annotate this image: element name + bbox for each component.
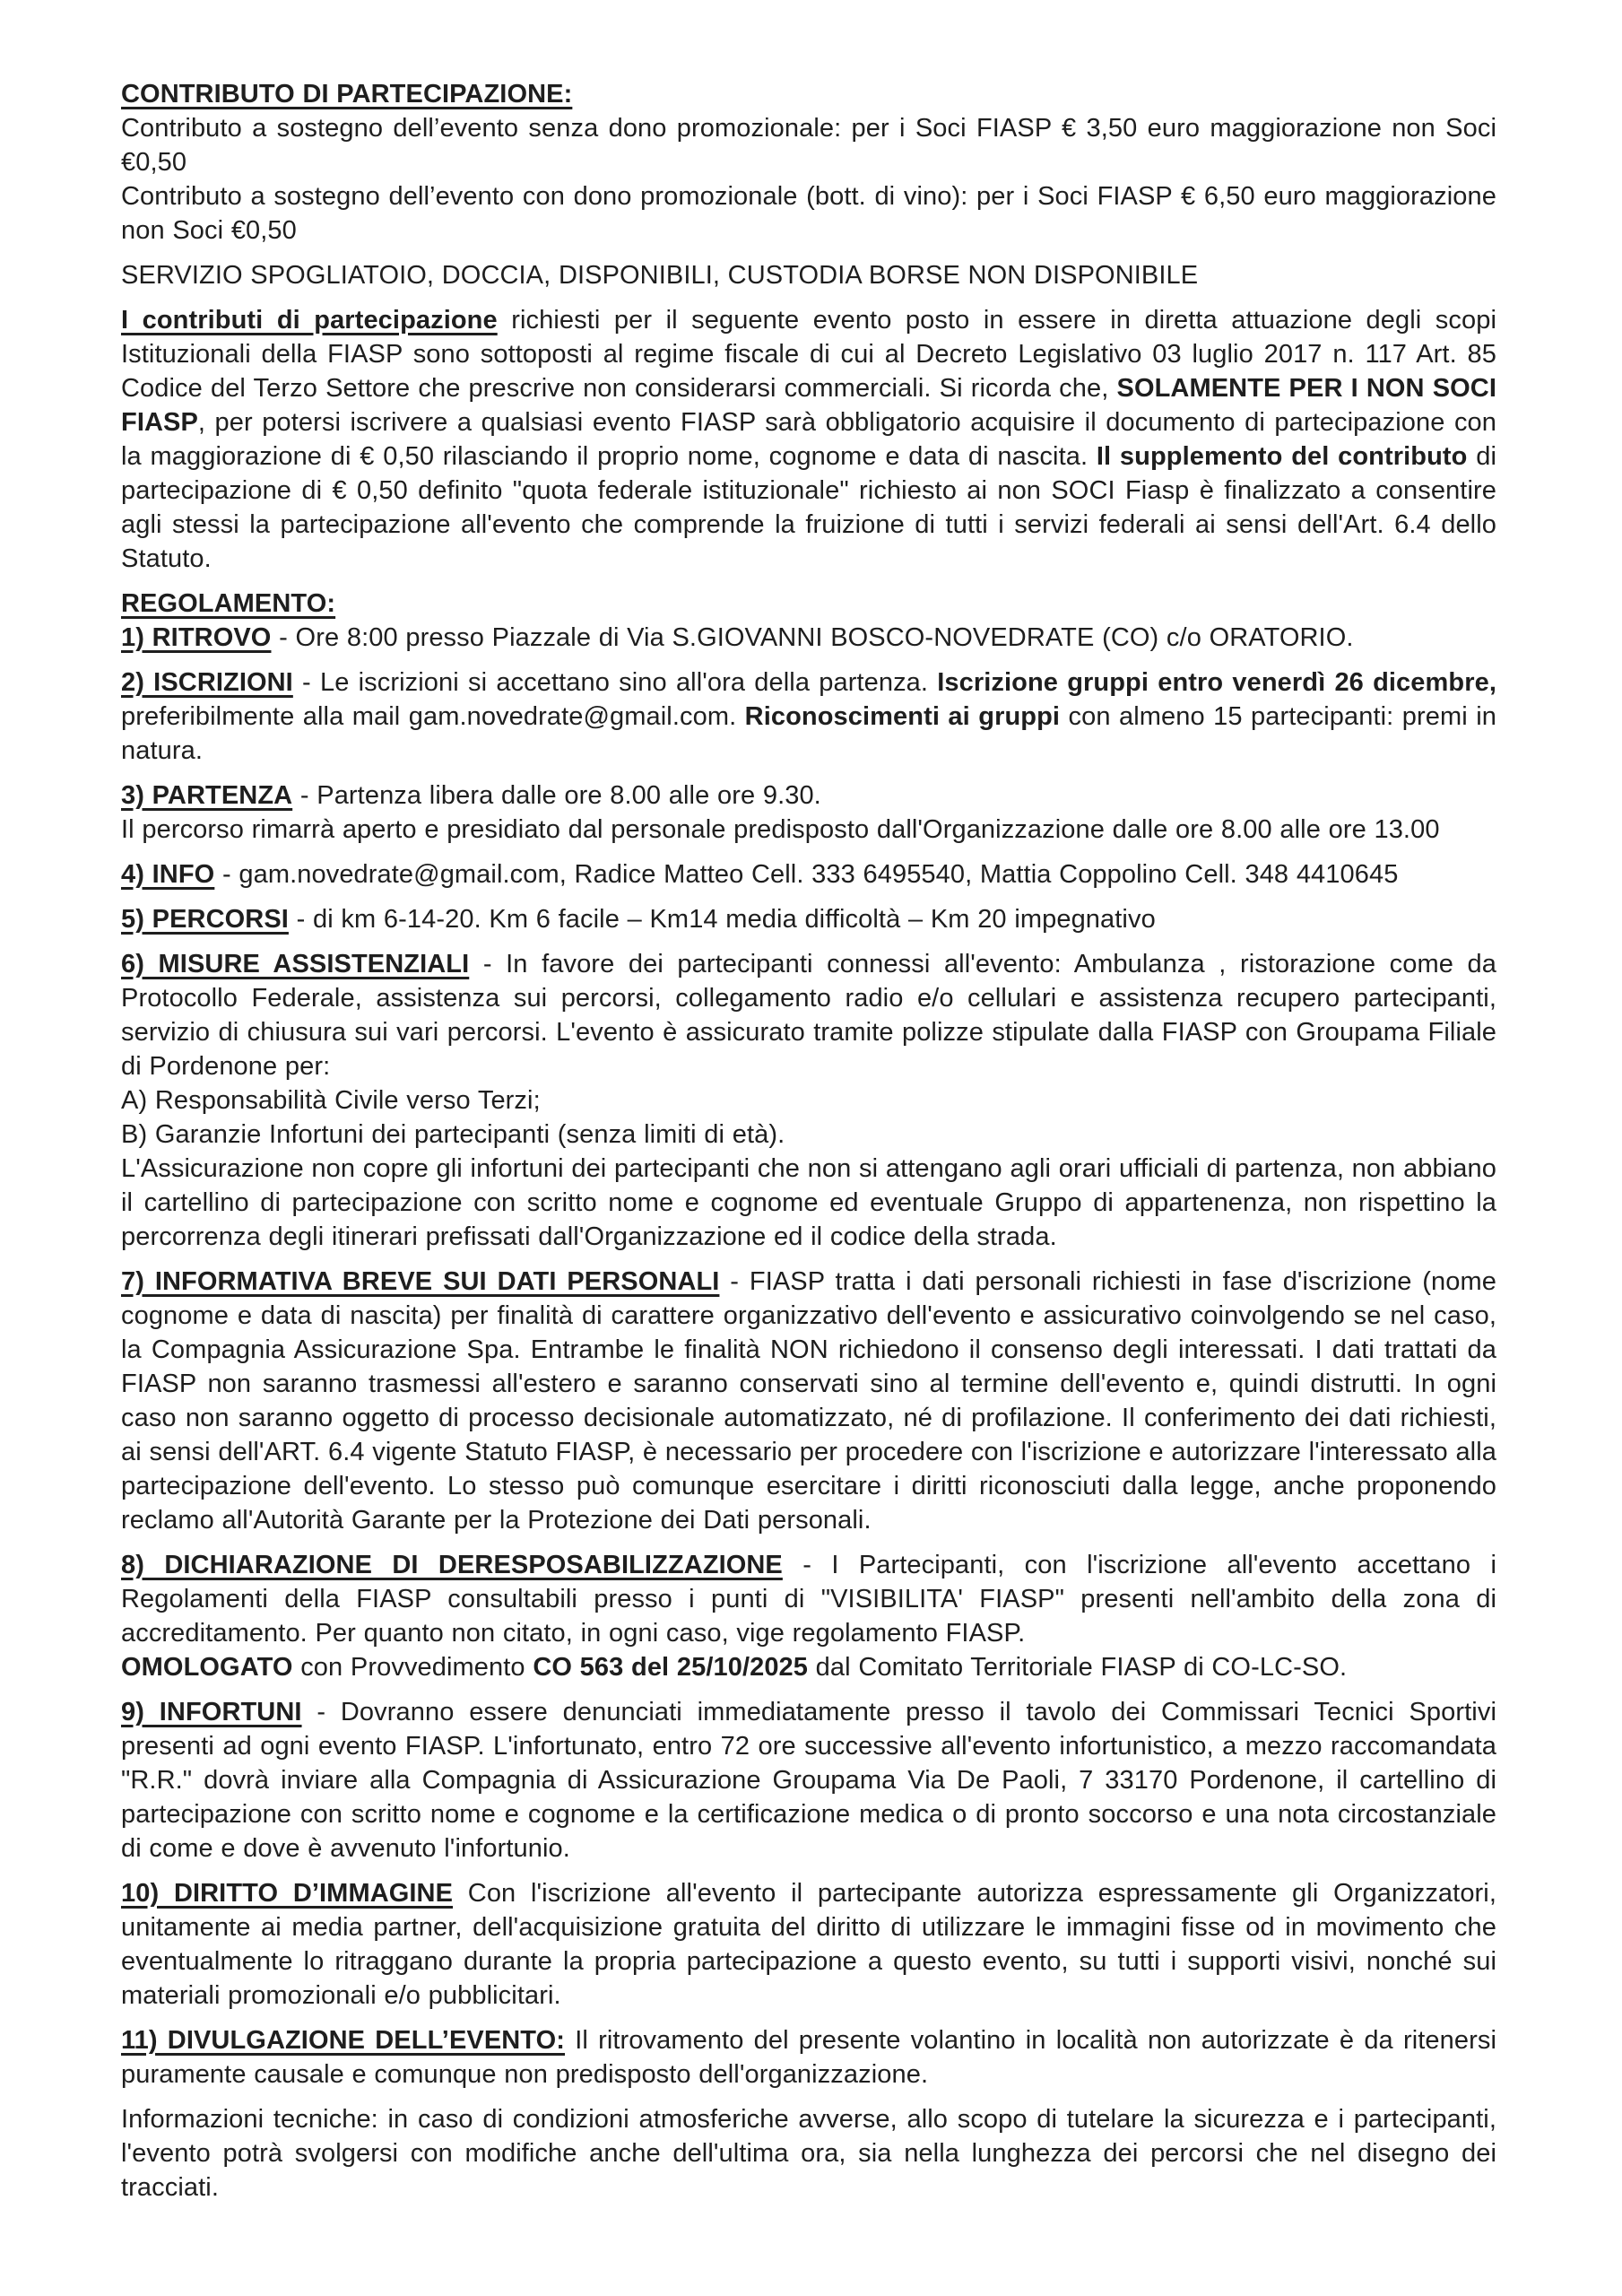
partenza-item-run: 3) PARTENZA xyxy=(121,781,293,810)
diritto-immagine-item xyxy=(121,1876,1496,2013)
regolamento-heading-run: REGOLAMENTO: xyxy=(121,589,336,618)
infortuni-item xyxy=(121,1695,1496,1866)
partenza-item-run: - Partenza libera dalle ore 8.00 alle ore 9.30. xyxy=(292,781,821,810)
dichiarazione-deresposabilizzazione-item-run: OMOLOGATO xyxy=(121,1653,293,1682)
contributo-body xyxy=(121,111,1496,248)
contributi-regime-fiscale-run: di partecipazione di € 0,50 definito "quota federale istituzionale" richiesto ai non SOCI Fiasp è finalizzato a consentire agli stessi la partecipazione all'evento che comprende la fruizione di tutti i servizi federali ai sensi dell'Art. 6.4 dello Statuto. xyxy=(121,442,1496,573)
contributo-body-run: Contributo a sostegno dell’evento con dono promozionale (bott. di vino): per i Soci FIASP € 6,50 euro maggiorazione non Soci €0,50 xyxy=(121,182,1496,245)
misure-assistenziali-item-run: 6) MISURE ASSISTENZIALI xyxy=(121,950,470,978)
contributi-regime-fiscale-run: SOLAMENTE PER I NON SOCI FIASP xyxy=(121,374,1496,437)
contributi-regime-fiscale-run: richiesti per il seguente evento posto in essere in diretta attuazione degli scopi Istituzionali della FIASP sono sottoposti al regime fiscale di cui al Decreto Legislativo 03 luglio 2017 n. 117 Art. 85 Codice del Terzo Settore che prescrive non considerarsi commerciali. Si ricorda che, xyxy=(121,306,1496,403)
info-item-run: 4) INFO xyxy=(121,860,215,889)
dichiarazione-deresposabilizzazione-item-run: - I Partecipanti, con l'iscrizione all'evento accettano i Regolamenti della FIASP consultabili presso i punti di "VISIBILITA' FIASP" presenti nell'ambito della zona di accreditamento. Per quanto non citato, in ogni caso, vige regolamento FIASP. xyxy=(121,1551,1496,1648)
infortuni-item-run: 9) INFORTUNI xyxy=(121,1698,302,1726)
misure-assistenziali-item-run: L'Assicurazione non copre gli infortuni dei partecipanti che non si attengano agli orari ufficiali di partenza, non abbiano il cartellino di partecipazione con scritto nome e cognome ed eventuale Gruppo di appartenenza, non rispettino la percorrenza degli itinerari prefissati dall'Organizzazione ed il codice della strada. xyxy=(121,1154,1496,1251)
diritto-immagine-item-run: 10) DIRITTO D’IMMAGINE xyxy=(121,1879,454,1908)
info-item xyxy=(121,857,1496,891)
divulgazione-evento-item-run: Il ritrovamento del presente volantino in località non autorizzate è da ritenersi puramente causale e comunque non predisposto dell'organizzazione. xyxy=(121,2026,1497,2089)
contributi-regime-fiscale-run: I contributi di partecipazione xyxy=(121,306,498,335)
informazioni-tecniche-run: Informazioni tecniche: in caso di condizioni atmosferiche avverse, allo scopo di tutelare la sicurezza e i partecipanti, l'evento potrà svolgersi con modifiche anche dell'ultima ora, sia nella lunghezza dei percorsi che nel disegno dei tracciati. xyxy=(121,2105,1496,2202)
contributi-regime-fiscale xyxy=(121,303,1496,576)
dichiarazione-deresposabilizzazione-item-run: con Provvedimento xyxy=(292,1653,533,1682)
servizio-line-run: SERVIZIO SPOGLIATOIO, DOCCIA, DISPONIBILI, CUSTODIA BORSE NON DISPONIBILE xyxy=(121,261,1199,290)
iscrizioni-item-run: Riconoscimenti ai gruppi xyxy=(744,702,1061,731)
dichiarazione-deresposabilizzazione-item-run: CO 563 del 25/10/2025 xyxy=(533,1653,809,1682)
informativa-dati-personali-item-run: - FIASP tratta i dati personali richiesti in fase d'iscrizione (nome cognome e data di nascita) per finalità di carattere organizzativo dell'evento e assicurativo coinvolgendo se nel caso, la Compagnia Assicurazione Spa. Entrambe le finalità NON richiedono il consenso degli interessati. I dati trattati da FIASP non saranno trasmessi all'estero e saranno conservati sino al termine dell'evento e, quindi distrutti. In ogni caso non saranno oggetto di processo decisionale automatizzato, né di profilazione. Il conferimento dei dati richiesti, ai sensi dell'ART. 6.4 vigente Statuto FIASP, è necessario per procedere con l'iscrizione e autorizzare l'interessato alla partecipazione dell'evento. Lo stesso può comunque esercitare i diritti riconosciuti dalla legge, anche proponendo reclamo all'Autorità Garante per la Protezione dei Dati personali. xyxy=(121,1267,1496,1535)
misure-assistenziali-item-run: - In favore dei partecipanti connessi all'evento: Ambulanza , ristorazione come da Protocollo Federale, assistenza sui percorsi, collegamento radio e/o cellulari e assistenza recupero partecipanti, servizio di chiusura sui vari percorsi. L'evento è assicurato tramite polizze stipulate dalla FIASP con Groupama Filiale di Pordenone per: xyxy=(121,950,1496,1081)
percorsi-item xyxy=(121,902,1496,936)
ritrovo-item-run: - Ore 8:00 presso Piazzale di Via S.GIOVANNI BOSCO-NOVEDRATE (CO) c/o ORATORIO. xyxy=(271,623,1354,652)
regolamento-heading xyxy=(121,587,1496,621)
servizio-line xyxy=(121,258,1496,292)
contributo-heading-run: CONTRIBUTO DI PARTECIPAZIONE: xyxy=(121,80,573,109)
iscrizioni-item xyxy=(121,665,1496,768)
contributo-body-run: Contributo a sostegno dell’evento senza dono promozionale: per i Soci FIASP € 3,50 euro maggiorazione non Soci €0,50 xyxy=(121,114,1496,177)
document-content xyxy=(121,77,1496,2215)
iscrizioni-item-run: preferibilmente alla mail gam.novedrate@gmail.com. xyxy=(121,702,745,731)
informativa-dati-personali-item xyxy=(121,1265,1496,1537)
contributi-regime-fiscale-run: , per potersi iscrivere a qualsiasi evento FIASP sarà obbligatorio acquisire il documento di partecipazione con la maggiorazione di € 0,50 rilasciando il proprio nome, cognome e data di nascita. xyxy=(121,408,1496,471)
informazioni-tecniche xyxy=(121,2102,1496,2205)
percorsi-item-run: - di km 6-14-20. Km 6 facile – Km14 media difficoltà – Km 20 impegnativo xyxy=(288,905,1156,934)
dichiarazione-deresposabilizzazione-item-run: 8) DICHIARAZIONE DI DERESPOSABILIZZAZIONE xyxy=(121,1551,783,1579)
iscrizioni-item-run: Iscrizione gruppi entro venerdì 26 dicembre, xyxy=(937,668,1496,697)
dichiarazione-deresposabilizzazione-item-run: dal Comitato Territoriale FIASP di CO-LC-SO. xyxy=(808,1653,1348,1682)
informativa-dati-personali-item-run: 7) INFORMATIVA BREVE SUI DATI PERSONALI xyxy=(121,1267,720,1296)
diritto-immagine-item-run: Con l'iscrizione all'evento il partecipante autorizza espressamente gli Organizzatori, unitamente ai media partner, dell'acquisizione gratuita del diritto di utilizzare le immagini fisse od in movimento che eventualmente lo ritraggano durante la propria partecipazione a questo evento, su tutti i supporti visivi, nonché sui materiali promozionali e/o pubblicitari. xyxy=(121,1879,1497,2010)
iscrizioni-item-run: - Le iscrizioni si accettano sino all'ora della partenza. xyxy=(292,668,938,697)
contributo-heading xyxy=(121,77,1496,111)
divulgazione-evento-item xyxy=(121,2023,1496,2092)
partenza-item-run: Il percorso rimarrà aperto e presidiato dal personale predisposto dall'Organizzazione dalle ore 8.00 alle ore 13.00 xyxy=(121,815,1440,844)
dichiarazione-deresposabilizzazione-item xyxy=(121,1548,1496,1684)
misure-assistenziali-item-run: B) Garanzie Infortuni dei partecipanti (senza limiti di età). xyxy=(121,1120,785,1149)
partenza-item xyxy=(121,778,1496,847)
divulgazione-evento-item-run: 11) DIVULGAZIONE DELL’EVENTO: xyxy=(121,2026,566,2055)
info-item-run: - gam.novedrate@gmail.com, Radice Matteo Cell. 333 6495540, Mattia Coppolino Cell. 348 4410645 xyxy=(214,860,1399,889)
infortuni-item-run: - Dovranno essere denunciati immediatamente presso il tavolo dei Commissari Tecnici Sportivi presenti ad ogni evento FIASP. L'infortunato, entro 72 ore successive all'evento infortunistico, a mezzo raccomandata "R.R." dovrà inviare alla Compagnia di Assicurazione Groupama Via De Paoli, 7 33170 Pordenone, il cartellino di partecipazione con scritto nome e cognome e la certificazione medica o di pronto soccorso e una nota circostanziale di come e dove è avvenuto l'infortunio. xyxy=(121,1698,1496,1863)
iscrizioni-item-run: 2) ISCRIZIONI xyxy=(121,668,293,697)
misure-assistenziali-item-run: A) Responsabilità Civile verso Terzi; xyxy=(121,1086,541,1115)
contributi-regime-fiscale-run: Il supplemento del contributo xyxy=(1096,442,1468,471)
ritrovo-item-run: 1) RITROVO xyxy=(121,623,272,652)
iscrizioni-item-run: con almeno 15 partecipanti: premi in natura. xyxy=(121,702,1496,765)
percorsi-item-run: 5) PERCORSI xyxy=(121,905,289,934)
misure-assistenziali-item xyxy=(121,947,1496,1254)
ritrovo-item xyxy=(121,621,1496,655)
